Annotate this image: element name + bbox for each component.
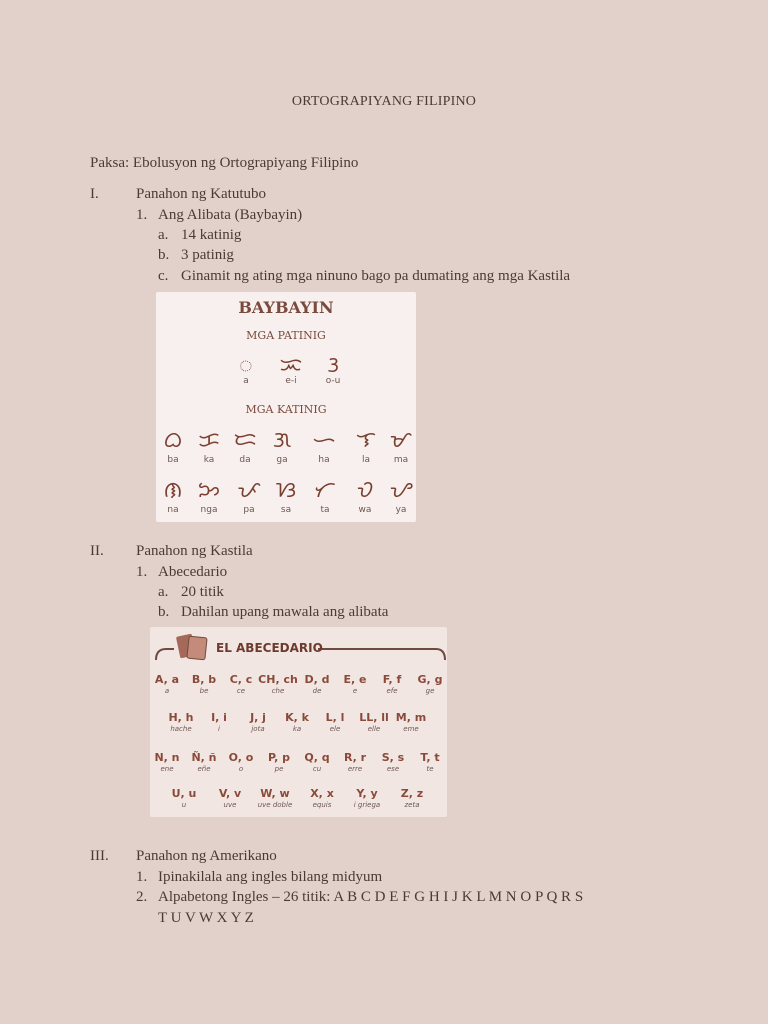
- section-heading: Panahon ng Katutubo: [136, 186, 266, 202]
- sub-letter: c.: [158, 268, 169, 284]
- letter-pair: B, b: [191, 673, 217, 686]
- glyph: ᜅ: [197, 478, 221, 503]
- section-numeral: II.: [90, 543, 104, 559]
- list-item: Abecedario: [158, 564, 228, 580]
- letter-pair: P, p: [268, 751, 290, 764]
- letter-pair: V, v: [218, 787, 242, 800]
- letter-pair: N, n: [154, 751, 180, 764]
- glyph: ᜎ: [355, 428, 377, 453]
- baybayin-title: BAYBAYIN: [238, 298, 334, 317]
- letter-name: che: [271, 687, 285, 695]
- letter-name: erre: [347, 765, 363, 773]
- letter-pair: Y, y: [356, 787, 378, 800]
- glyph-label: sa: [280, 505, 292, 515]
- section-heading: Panahon ng Kastila: [136, 543, 253, 559]
- letter-name: efe: [386, 687, 398, 695]
- letter-pair: T, t: [420, 751, 440, 764]
- list-item: Ipinakilala ang ingles bilang midyum: [158, 869, 383, 885]
- letter-pair: Z, z: [400, 787, 424, 800]
- letter-name: ele: [329, 725, 341, 733]
- letter-pair: R, r: [343, 751, 367, 764]
- letter-pair: G, g: [417, 673, 443, 686]
- letter-name: ce: [236, 687, 246, 695]
- letter-pair: LL, ll: [359, 711, 389, 724]
- letter-pair: W, w: [260, 787, 290, 800]
- abecedario-title: EL ABECEDARIO: [216, 641, 323, 655]
- glyph-label: da: [239, 455, 251, 465]
- letter-pair: A, a: [154, 673, 180, 686]
- letter-name: ka: [292, 725, 302, 733]
- glyph-label: wa: [358, 505, 372, 515]
- letter-name: ene: [160, 765, 174, 773]
- letter-name: i: [218, 725, 220, 733]
- letter-pair: Ñ, ñ: [191, 751, 217, 764]
- glyph: ᜇ: [233, 428, 257, 453]
- letter-name: hache: [170, 725, 192, 733]
- letter-pair: K, k: [285, 711, 309, 724]
- letter-pair: U, u: [171, 787, 197, 800]
- glyph: ᜁ: [279, 353, 303, 378]
- letter-name: a: [164, 687, 170, 695]
- sub-item: 3 patinig: [181, 247, 234, 263]
- glyph-label: o-u: [325, 376, 341, 386]
- letter-pair: X, x: [310, 787, 334, 800]
- glyph-label: ga: [276, 455, 288, 465]
- glyph: ᜌ: [389, 478, 413, 503]
- letter-pair: H, h: [168, 711, 194, 724]
- letter-name: elle: [367, 725, 381, 733]
- glyph: ᜂ: [327, 353, 339, 378]
- glyph-label: nga: [200, 505, 218, 515]
- list-number: 1.: [136, 207, 148, 223]
- patinig-label: MGA PATINIG: [246, 329, 326, 342]
- glyph-label: ta: [320, 505, 330, 515]
- abecedario-chart: [150, 627, 447, 817]
- glyph: ᜏ: [356, 478, 374, 503]
- list-number: 1.: [136, 564, 148, 580]
- glyph: ᜋ: [389, 428, 413, 453]
- letter-name: pe: [274, 765, 284, 773]
- letter-pair: M, m: [395, 711, 427, 724]
- letter-pair: CH, ch: [258, 673, 298, 686]
- list-number: 1.: [136, 869, 148, 885]
- sub-item: 20 titik: [181, 584, 224, 600]
- letter-name: te: [426, 765, 434, 773]
- glyph: ᜆ: [314, 478, 336, 503]
- letter-name: eme: [403, 725, 419, 733]
- list-item: Ang Alibata (Baybayin): [158, 207, 303, 223]
- glyph: ᜃ: [198, 428, 220, 453]
- letter-name: uve doble: [257, 801, 293, 809]
- glyph: ᜑ: [312, 428, 336, 453]
- glyph-label: ha: [318, 455, 330, 465]
- section-numeral: III.: [90, 848, 109, 864]
- glyph-label: a: [243, 376, 249, 386]
- glyph-label: ka: [203, 455, 215, 465]
- glyph-label: e-i: [285, 376, 297, 386]
- glyph-label: la: [361, 455, 370, 465]
- letter-name: jota: [251, 725, 265, 733]
- glyph: ᜐ: [275, 478, 297, 503]
- letter-pair: I, i: [211, 711, 227, 724]
- glyph-label: ma: [393, 455, 409, 465]
- letter-name: i griega: [353, 801, 381, 809]
- document-title: ORTOGRAPIYANG FILIPINO: [291, 94, 477, 109]
- glyph: ᜊ: [163, 428, 183, 453]
- list-number: 2.: [136, 889, 148, 905]
- sub-item: 14 katinig: [181, 227, 242, 243]
- glyph: ᜀ: [239, 352, 253, 377]
- letter-name: uve: [223, 801, 237, 809]
- sub-letter: a.: [158, 584, 169, 600]
- glyph-label: pa: [243, 505, 255, 515]
- glyph: ᜄ: [272, 428, 292, 453]
- sub-letter: b.: [158, 247, 170, 263]
- letter-name: equis: [312, 801, 332, 809]
- letter-pair: J, j: [250, 711, 266, 724]
- katinig-label: MGA KATINIG: [245, 403, 327, 416]
- letter-name: e: [352, 687, 358, 695]
- list-item-continuation: T U V W X Y Z: [158, 910, 254, 926]
- sub-item: Ginamit ng ating mga ninuno bago pa dumating ang mga Kastila: [181, 268, 571, 284]
- letter-pair: F, f: [382, 673, 402, 686]
- sub-letter: b.: [158, 604, 170, 620]
- paksa-heading: Paksa: Ebolusyon ng Ortograpiyang Filipino: [90, 155, 359, 171]
- letter-name: cu: [312, 765, 322, 773]
- letter-name: de: [312, 687, 322, 695]
- letter-name: ge: [425, 687, 435, 695]
- letter-pair: C, c: [229, 673, 253, 686]
- letter-pair: S, s: [381, 751, 405, 764]
- section-heading: Panahon ng Amerikano: [136, 848, 277, 864]
- glyph: ᜈ: [163, 478, 183, 503]
- letter-pair: Q, q: [304, 751, 330, 764]
- letter-pair: L, l: [325, 711, 345, 724]
- letter-name: o: [238, 765, 244, 773]
- list-item: Alpabetong Ingles – 26 titik: A B C D E F G H I J K L M N O P Q R S: [158, 889, 584, 905]
- letter-name: ese: [386, 765, 400, 773]
- baybayin-chart: [156, 292, 416, 522]
- letter-name: be: [199, 687, 209, 695]
- section-numeral: I.: [90, 186, 99, 202]
- sub-letter: a.: [158, 227, 169, 243]
- glyph-label: na: [167, 505, 179, 515]
- glyph-label: ba: [167, 455, 179, 465]
- letter-name: u: [181, 801, 187, 809]
- letter-pair: D, d: [304, 673, 330, 686]
- glyph: ᜉ: [237, 478, 261, 503]
- letter-name: eñe: [197, 765, 211, 773]
- letter-pair: E, e: [343, 673, 367, 686]
- sub-item: Dahilan upang mawala ang alibata: [181, 604, 389, 620]
- letter-name: zeta: [404, 801, 420, 809]
- letter-pair: O, o: [228, 751, 254, 764]
- glyph-label: ya: [395, 505, 407, 515]
